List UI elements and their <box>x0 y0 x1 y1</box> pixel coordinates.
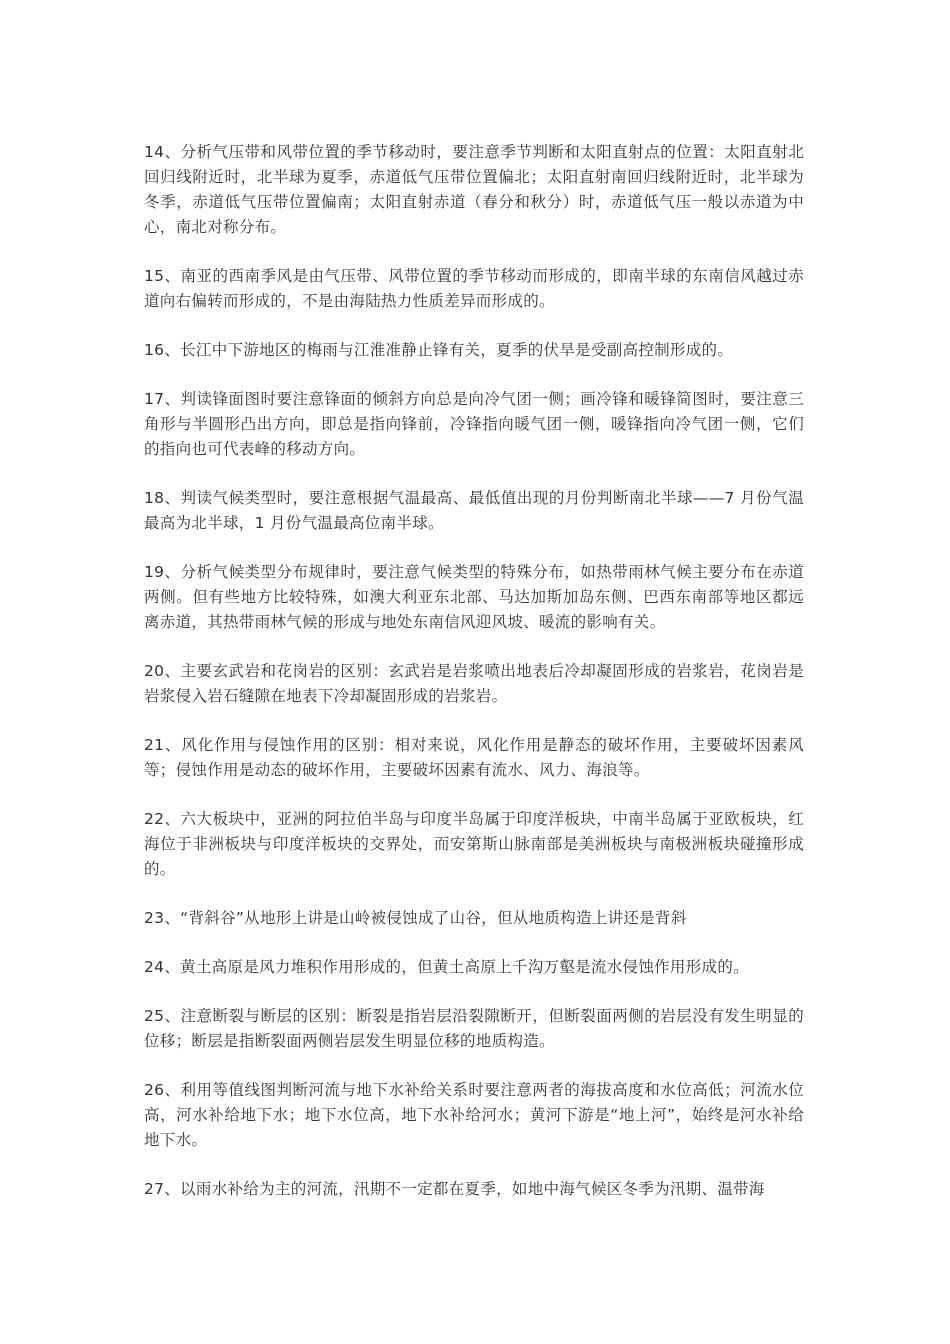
paragraph-17: 17、判读锋面图时要注意锋面的倾斜方向总是向冷气团一侧；画冷锋和暖锋简图时，要注意三角形与半圆形凸出方向，即总是指向锋前，冷锋指向暖气团一侧，暖锋指向冷气团一侧，它们的指向也可代表峰的移动方向。 <box>144 390 804 458</box>
paragraph-16: 16、长江中下游地区的梅雨与江淮准静止锋有关，夏季的伏旱是受副高控制形成的。 <box>144 341 734 359</box>
paragraph-25: 25、注意断裂与断层的区别：断裂是指岩层沿裂隙断开，但断裂面两侧的岩层没有发生明显的位移；断层是指断裂面两侧岩层发生明显位移的地质构造。 <box>144 1007 804 1050</box>
paragraph-14: 14、分析气压带和风带位置的季节移动时，要注意季节判断和太阳直射点的位置：太阳直射北回归线附近时，北半球为夏季，赤道低气压带位置偏北；太阳直射南回归线附近时，北半球为冬季，赤道低气压带位置偏南；太阳直射赤道（春分和秋分）时，赤道低气压一般以赤道为中心，南北对称分布。 <box>144 143 804 236</box>
paragraph-19: 19、分析气候类型分布规律时，要注意气候类型的特殊分布，如热带雨林气候主要分布在赤道两侧。但有些地方比较特殊，如澳大利亚东北部、马达加斯加岛东侧、巴西东南部等地区都远离赤道，其热带雨林气候的形成与地处东南信风迎风坡、暖流的影响有关。 <box>144 563 804 631</box>
paragraph-15: 15、南亚的西南季风是由气压带、风带位置的季节移动而形成的，即南半球的东南信风越过赤道向右偏转而形成的，不是由海陆热力性质差异而形成的。 <box>144 267 804 310</box>
paragraph-27: 27、以雨水补给为主的河流，汛期不一定都在夏季，如地中海气候区冬季为汛期、温带海 <box>144 1180 765 1198</box>
paragraph-21: 21、风化作用与侵蚀作用的区别：相对来说，风化作用是静态的破坏作用，主要破坏因素风等；侵蚀作用是动态的破坏作用，主要破坏因素有流水、风力、海浪等。 <box>144 736 804 779</box>
document-body <box>144 140 804 1226</box>
paragraph-18: 18、判读气候类型时，要注意根据气温最高、最低值出现的月份判断南北半球——7 月份气温最高为北半球，1 月份气温最高位南半球。 <box>144 489 804 532</box>
paragraph-26: 26、利用等值线图判断河流与地下水补给关系时要注意两者的海拔高度和水位高低；河流水位高，河水补给地下水；地下水位高，地下水补给河水；黄河下游是“地上河”，始终是河水补给地下水。 <box>144 1081 804 1149</box>
paragraph-24: 24、黄土高原是风力堆积作用形成的，但黄土高原上千沟万壑是流水侵蚀作用形成的。 <box>144 958 749 976</box>
paragraph-22: 22、六大板块中，亚洲的阿拉伯半岛与印度半岛属于印度洋板块，中南半岛属于亚欧板块，红海位于非洲板块与印度洋板块的交界处，而安第斯山脉南部是美洲板块与南极洲板块碰撞形成的。 <box>144 810 804 878</box>
paragraph-23: 23、“背斜谷”从地形上讲是山岭被侵蚀成了山谷，但从地质构造上讲还是背斜 <box>144 909 687 927</box>
paragraph-20: 20、主要玄武岩和花岗岩的区别：玄武岩是岩浆喷出地表后冷却凝固形成的岩浆岩，花岗岩是岩浆侵入岩石缝隙在地表下冷却凝固形成的岩浆岩。 <box>144 662 804 705</box>
